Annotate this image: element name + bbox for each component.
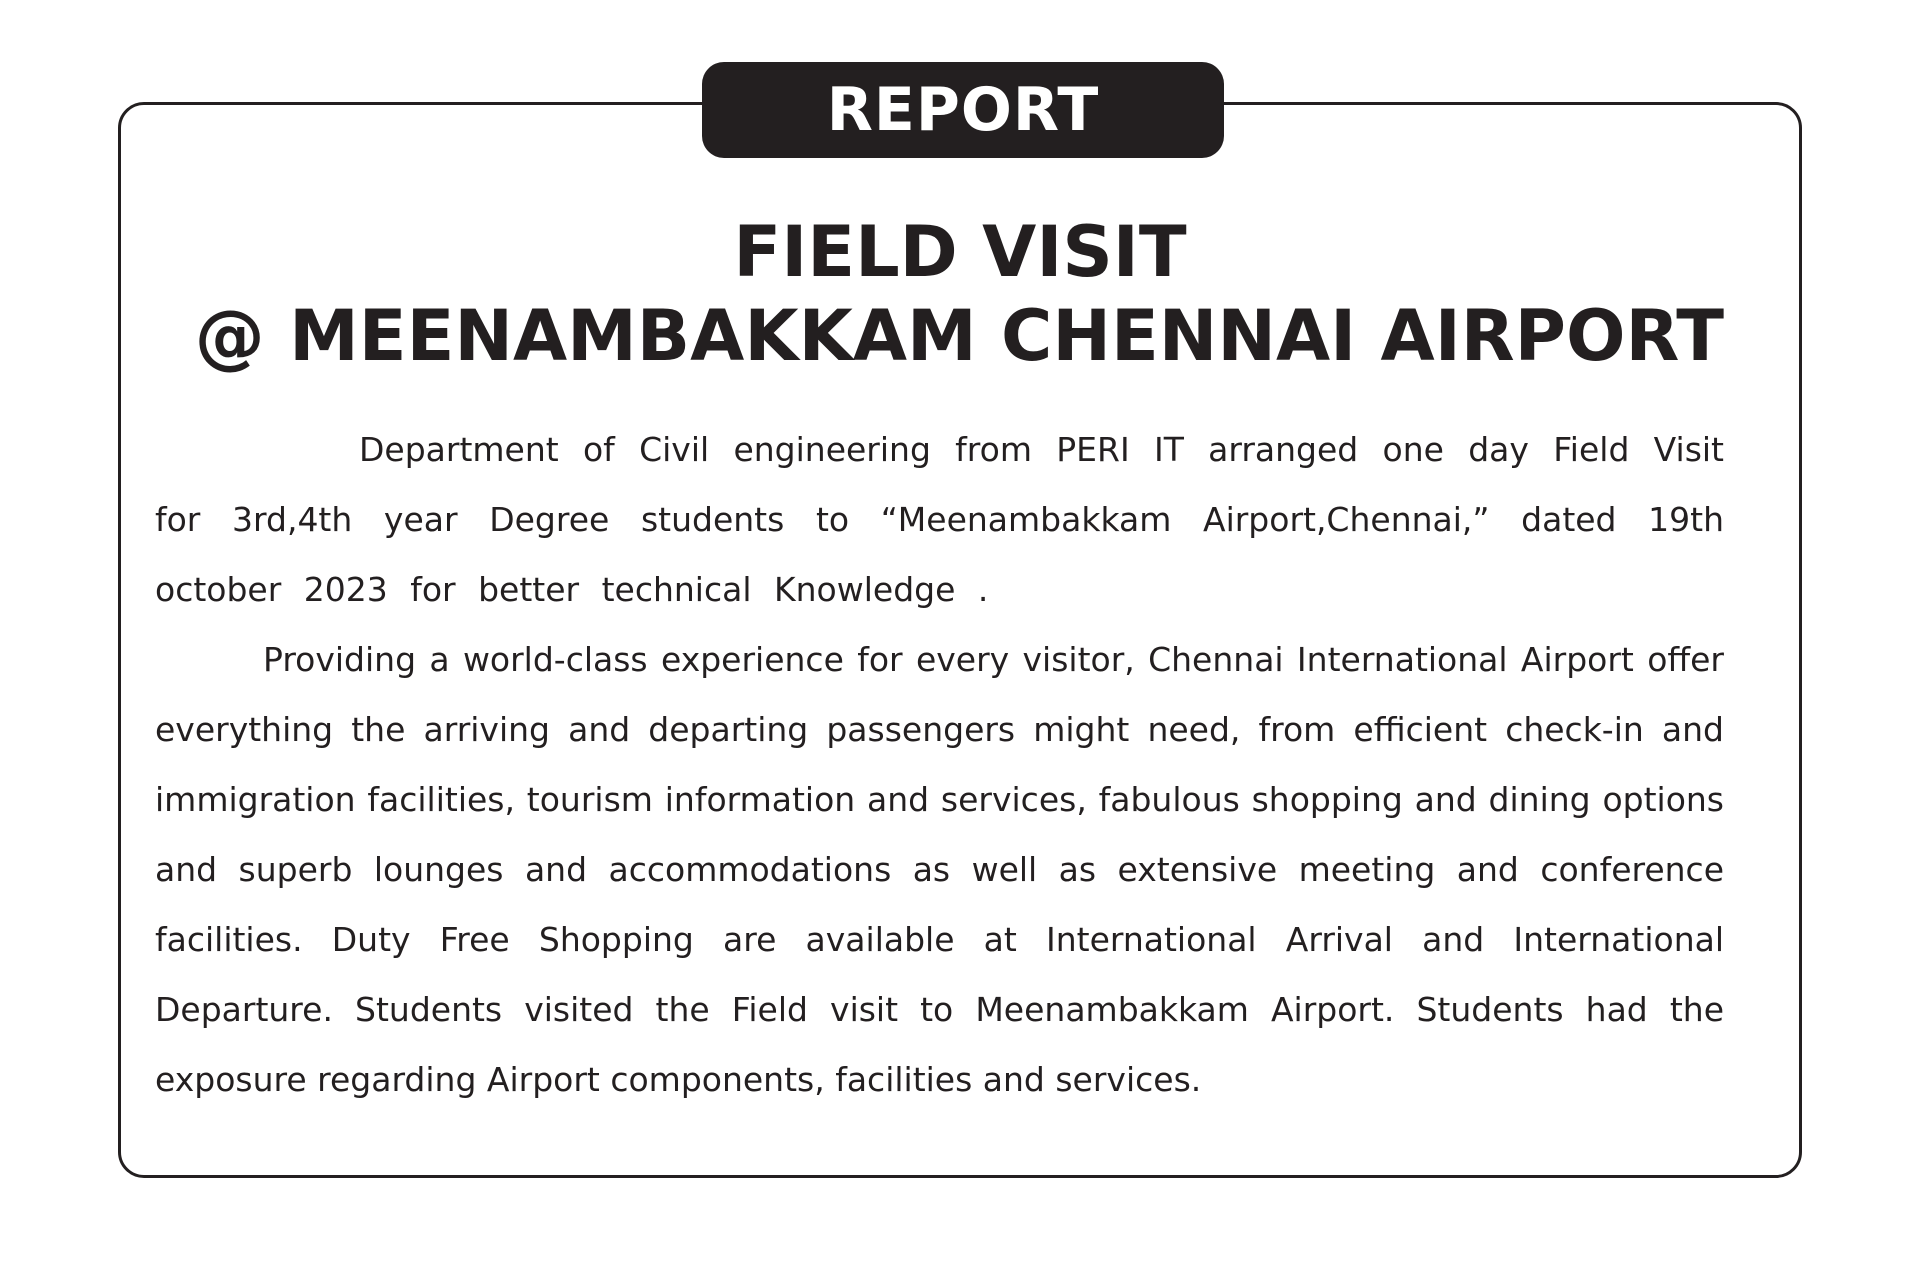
report-paragraph-2: Providing a world-class experience for every visitor, Chennai International Airport offer everything the arriving and departing passengers might need, from efficient check-in and immigration facilities, tourism information and services, fabulous shopping and dining options and superb lounges and accommodations as well as extensive meeting and conference facilities. Duty Free Shopping are available at International Arrival and International Departure. Students visited the Field visit to Meenambakkam Airport. Students had the exposure regarding Airport components, facilities and services. bbox=[155, 640, 1724, 1099]
report-tab-label: REPORT bbox=[826, 75, 1100, 145]
page-title-line-2: @ MEENAMBAKKAM CHENNAI AIRPORT bbox=[194, 295, 1724, 377]
page-title-line-1: FIELD VISIT bbox=[733, 211, 1187, 293]
report-paragraph-1: Department of Civil engineering from PERI IT arranged one day Field Visit for 3rd,4th year Degree students to “Meenambakkam Airport,Chennai,” dated 19th october 2023 for better technical Knowledge . bbox=[155, 430, 1724, 609]
report-tab bbox=[702, 62, 1224, 158]
report-body bbox=[155, 415, 1724, 1115]
